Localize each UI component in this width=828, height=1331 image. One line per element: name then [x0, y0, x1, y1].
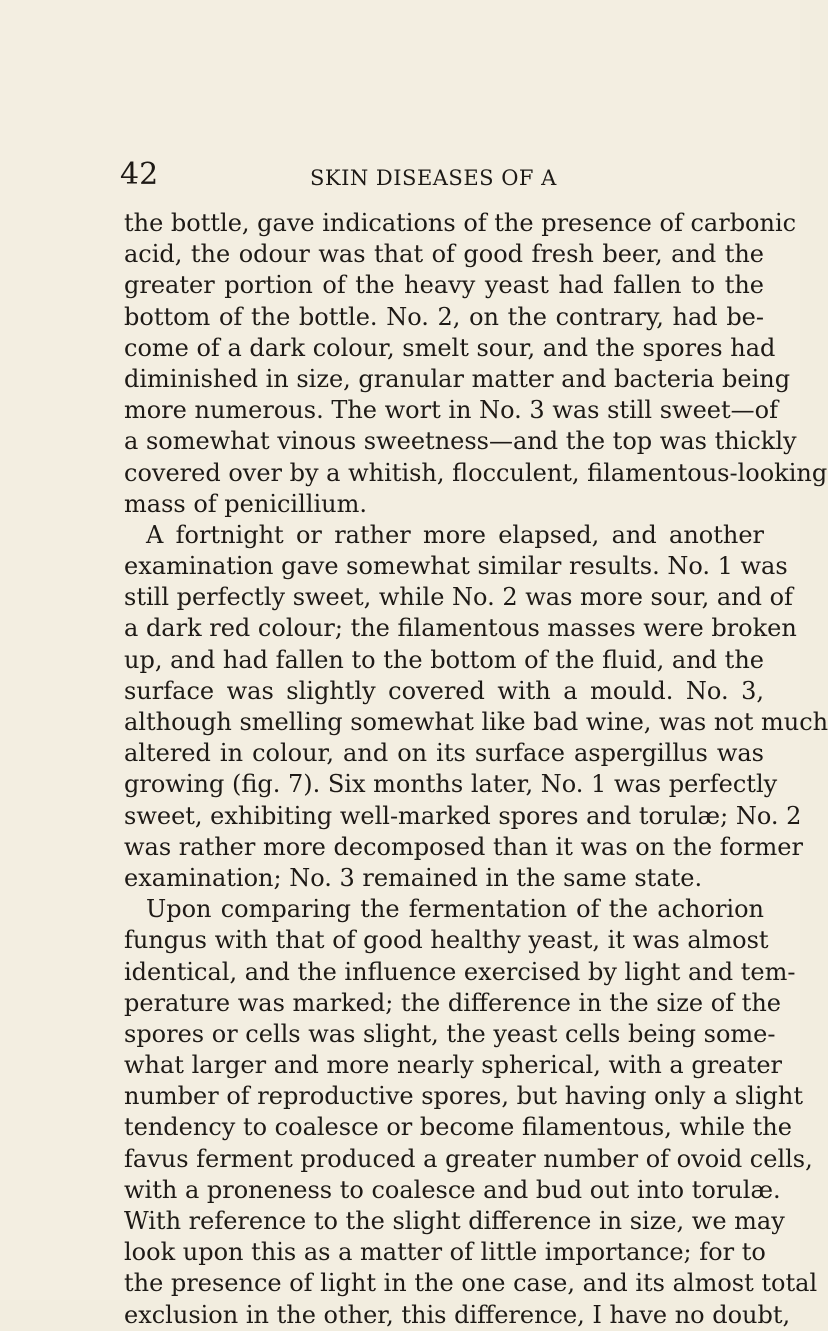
text-line: surface was slightly covered with a mould. No. 3, [124, 676, 764, 705]
text-line: With reference to the slight difference in size, we may [124, 1207, 785, 1235]
text-line: diminished in size, granular matter and bacteria being [124, 364, 791, 393]
text-line: a dark red colour; the filamentous masses were broken [124, 614, 797, 643]
text-line: number of reproductive spores, but having only a slight [124, 1082, 803, 1111]
paragraph-start-line: Upon comparing the fermentation of the achorion [146, 895, 764, 924]
text-line: examination gave somewhat similar results. No. 1 was [124, 552, 788, 581]
text-line: the bottle, gave indications of the presence of carbonic [124, 209, 797, 237]
text-line: up, and had fallen to the bottom of the fluid, and the [124, 645, 764, 674]
text-line: look upon this as a matter of little importance; for to [124, 1238, 766, 1267]
body-text [124, 208, 828, 1331]
text-line: sweet, exhibiting well-marked spores and torulæ; No. 2 [124, 801, 802, 830]
text-line: although smelling somewhat like bad wine, was not much [124, 708, 828, 736]
text-line: examination; No. 3 remained in the same state. [124, 863, 703, 892]
text-line: covered over by a whitish, flocculent, filamentous-looking [124, 458, 828, 487]
text-line: altered in colour, and on its surface aspergillus was [124, 739, 764, 768]
text-line: favus ferment produced a greater number of ovoid cells, [124, 1144, 813, 1173]
text-line: greater portion of the heavy yeast had fallen to the [124, 271, 764, 300]
running-head: SKIN DISEASES OF A [310, 166, 557, 190]
text-line: still perfectly sweet, while No. 2 was more sour, and of [124, 583, 793, 612]
text-line: spores or cells was slight, the yeast cells being some- [124, 1019, 776, 1048]
text-line: acid, the odour was that of good fresh beer, and the [124, 240, 764, 269]
text-line: what larger and more nearly spherical, with a greater [124, 1051, 783, 1080]
text-line: the presence of light in the one case, and its almost total [124, 1269, 818, 1298]
text-line: bottom of the bottle. No. 2, on the contrary, had be- [124, 302, 764, 331]
text-line: tendency to coalesce or become filamentous, while the [124, 1113, 792, 1142]
page-number: 42 [120, 157, 159, 192]
text-line: more numerous. The wort in No. 3 was still sweet—of [124, 396, 778, 425]
text-line: identical, and the influence exercised by light and tem- [124, 957, 796, 986]
text-line: fungus with that of good healthy yeast, it was almost [124, 926, 769, 955]
text-line: perature was marked; the difference in the size of the [124, 988, 781, 1017]
text-line: a somewhat vinous sweetness—and the top was thickly [124, 427, 797, 456]
paragraph-start-line: A fortnight or rather more elapsed, and another [146, 520, 764, 549]
text-line: come of a dark colour, smelt sour, and the spores had [124, 333, 776, 362]
text-line: mass of penicillium. [124, 489, 367, 518]
text-line: with a proneness to coalesce and bud out into torulæ. [124, 1175, 781, 1204]
text-line: was rather more decomposed than it was on the former [124, 832, 803, 861]
text-line: growing (fig. 7). Six months later, No. 1 was perfectly [124, 770, 778, 799]
text-line: exclusion in the other, this difference, I have no doubt, [124, 1300, 791, 1329]
